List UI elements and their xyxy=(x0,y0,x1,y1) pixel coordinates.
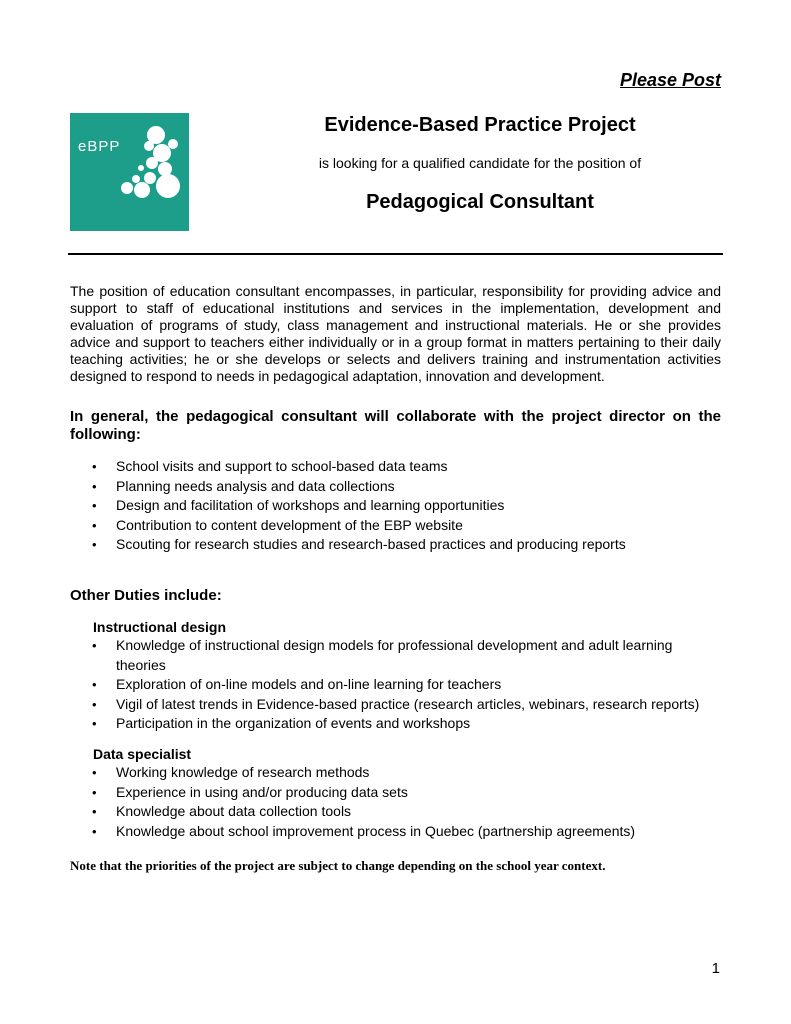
data-specialist-list xyxy=(70,763,721,841)
instructional-design-heading: Instructional design xyxy=(93,619,227,635)
logo-text: eBPP xyxy=(78,138,121,155)
other-duties-heading: Other Duties include: xyxy=(70,587,222,604)
list-item: • Contribution to content development of the EBP website xyxy=(70,516,721,536)
bullet-icon: • xyxy=(92,765,97,780)
bullet-icon: • xyxy=(92,804,97,820)
bullet-icon: • xyxy=(92,459,97,474)
bullet-icon: • xyxy=(92,638,97,653)
data-specialist-heading: Data specialist xyxy=(93,746,192,762)
list-item: • Exploration of on-line models and on-line learning for teachers xyxy=(70,675,721,695)
bullet-icon: • xyxy=(92,537,97,553)
general-heading: In general, the pedagogical consultant will collaborate with the project director on the following: xyxy=(70,408,721,443)
page-number: 1 xyxy=(711,960,720,977)
position-title: Pedagogical Consultant xyxy=(366,191,594,213)
list-item: • Knowledge about school improvement process in Quebec (partnership agreements) xyxy=(70,822,721,842)
general-list xyxy=(70,457,721,555)
bullet-icon: • xyxy=(92,478,97,494)
ebpp-logo xyxy=(70,113,189,231)
page-title: Evidence-Based Practice Project xyxy=(324,114,636,136)
page-subtitle: is looking for a qualified candidate for the position of xyxy=(318,155,642,171)
list-item: • Knowledge of instructional design models for professional development and adult learning theories xyxy=(92,637,673,673)
list-item: • Participation in the organization of events and workshops xyxy=(70,714,721,734)
bullet-icon: • xyxy=(92,696,97,712)
header-divider xyxy=(68,253,723,255)
bullet-icon: • xyxy=(92,716,97,732)
list-item: • School visits and support to school-based data teams xyxy=(70,457,721,477)
priorities-note: Note that the priorities of the project are subject to change depending on the school year context. xyxy=(70,858,606,873)
list-item: • Planning needs analysis and data collections xyxy=(70,477,721,497)
bullet-icon: • xyxy=(92,784,97,800)
list-item: • Design and facilitation of workshops and learning opportunities xyxy=(70,496,721,516)
bullet-icon: • xyxy=(92,823,97,839)
bullet-icon: • xyxy=(92,498,97,514)
list-item: • Experience in using and/or producing data sets xyxy=(70,783,721,803)
instructional-list xyxy=(70,636,721,734)
list-item: • Working knowledge of research methods xyxy=(70,763,721,783)
list-item: • Scouting for research studies and research-based practices and producing reports xyxy=(70,535,721,555)
bullet-icon: • xyxy=(92,677,97,693)
intro-paragraph: The position of education consultant encompasses, in particular, responsibility for providing advice and support to staff of educational institutions and services in the implementation, development and evaluation of programs of study, class management and instructional materials. He or she provides advice and support to teachers either individually or in a group format in matters pertaining to their daily teaching activities; he or she develops or selects and delivers training and instrumentation activities designed to respond to needs in pedagogical adaptation, innovation and development. xyxy=(70,283,721,384)
please-post-label: Please Post xyxy=(619,70,721,90)
ebpp-logo-graphic xyxy=(70,113,189,231)
list-item: • Knowledge about data collection tools xyxy=(70,802,721,822)
list-item: • Vigil of latest trends in Evidence-based practice (research articles, webinars, research reports) xyxy=(70,695,721,715)
bullet-icon: • xyxy=(92,517,97,533)
